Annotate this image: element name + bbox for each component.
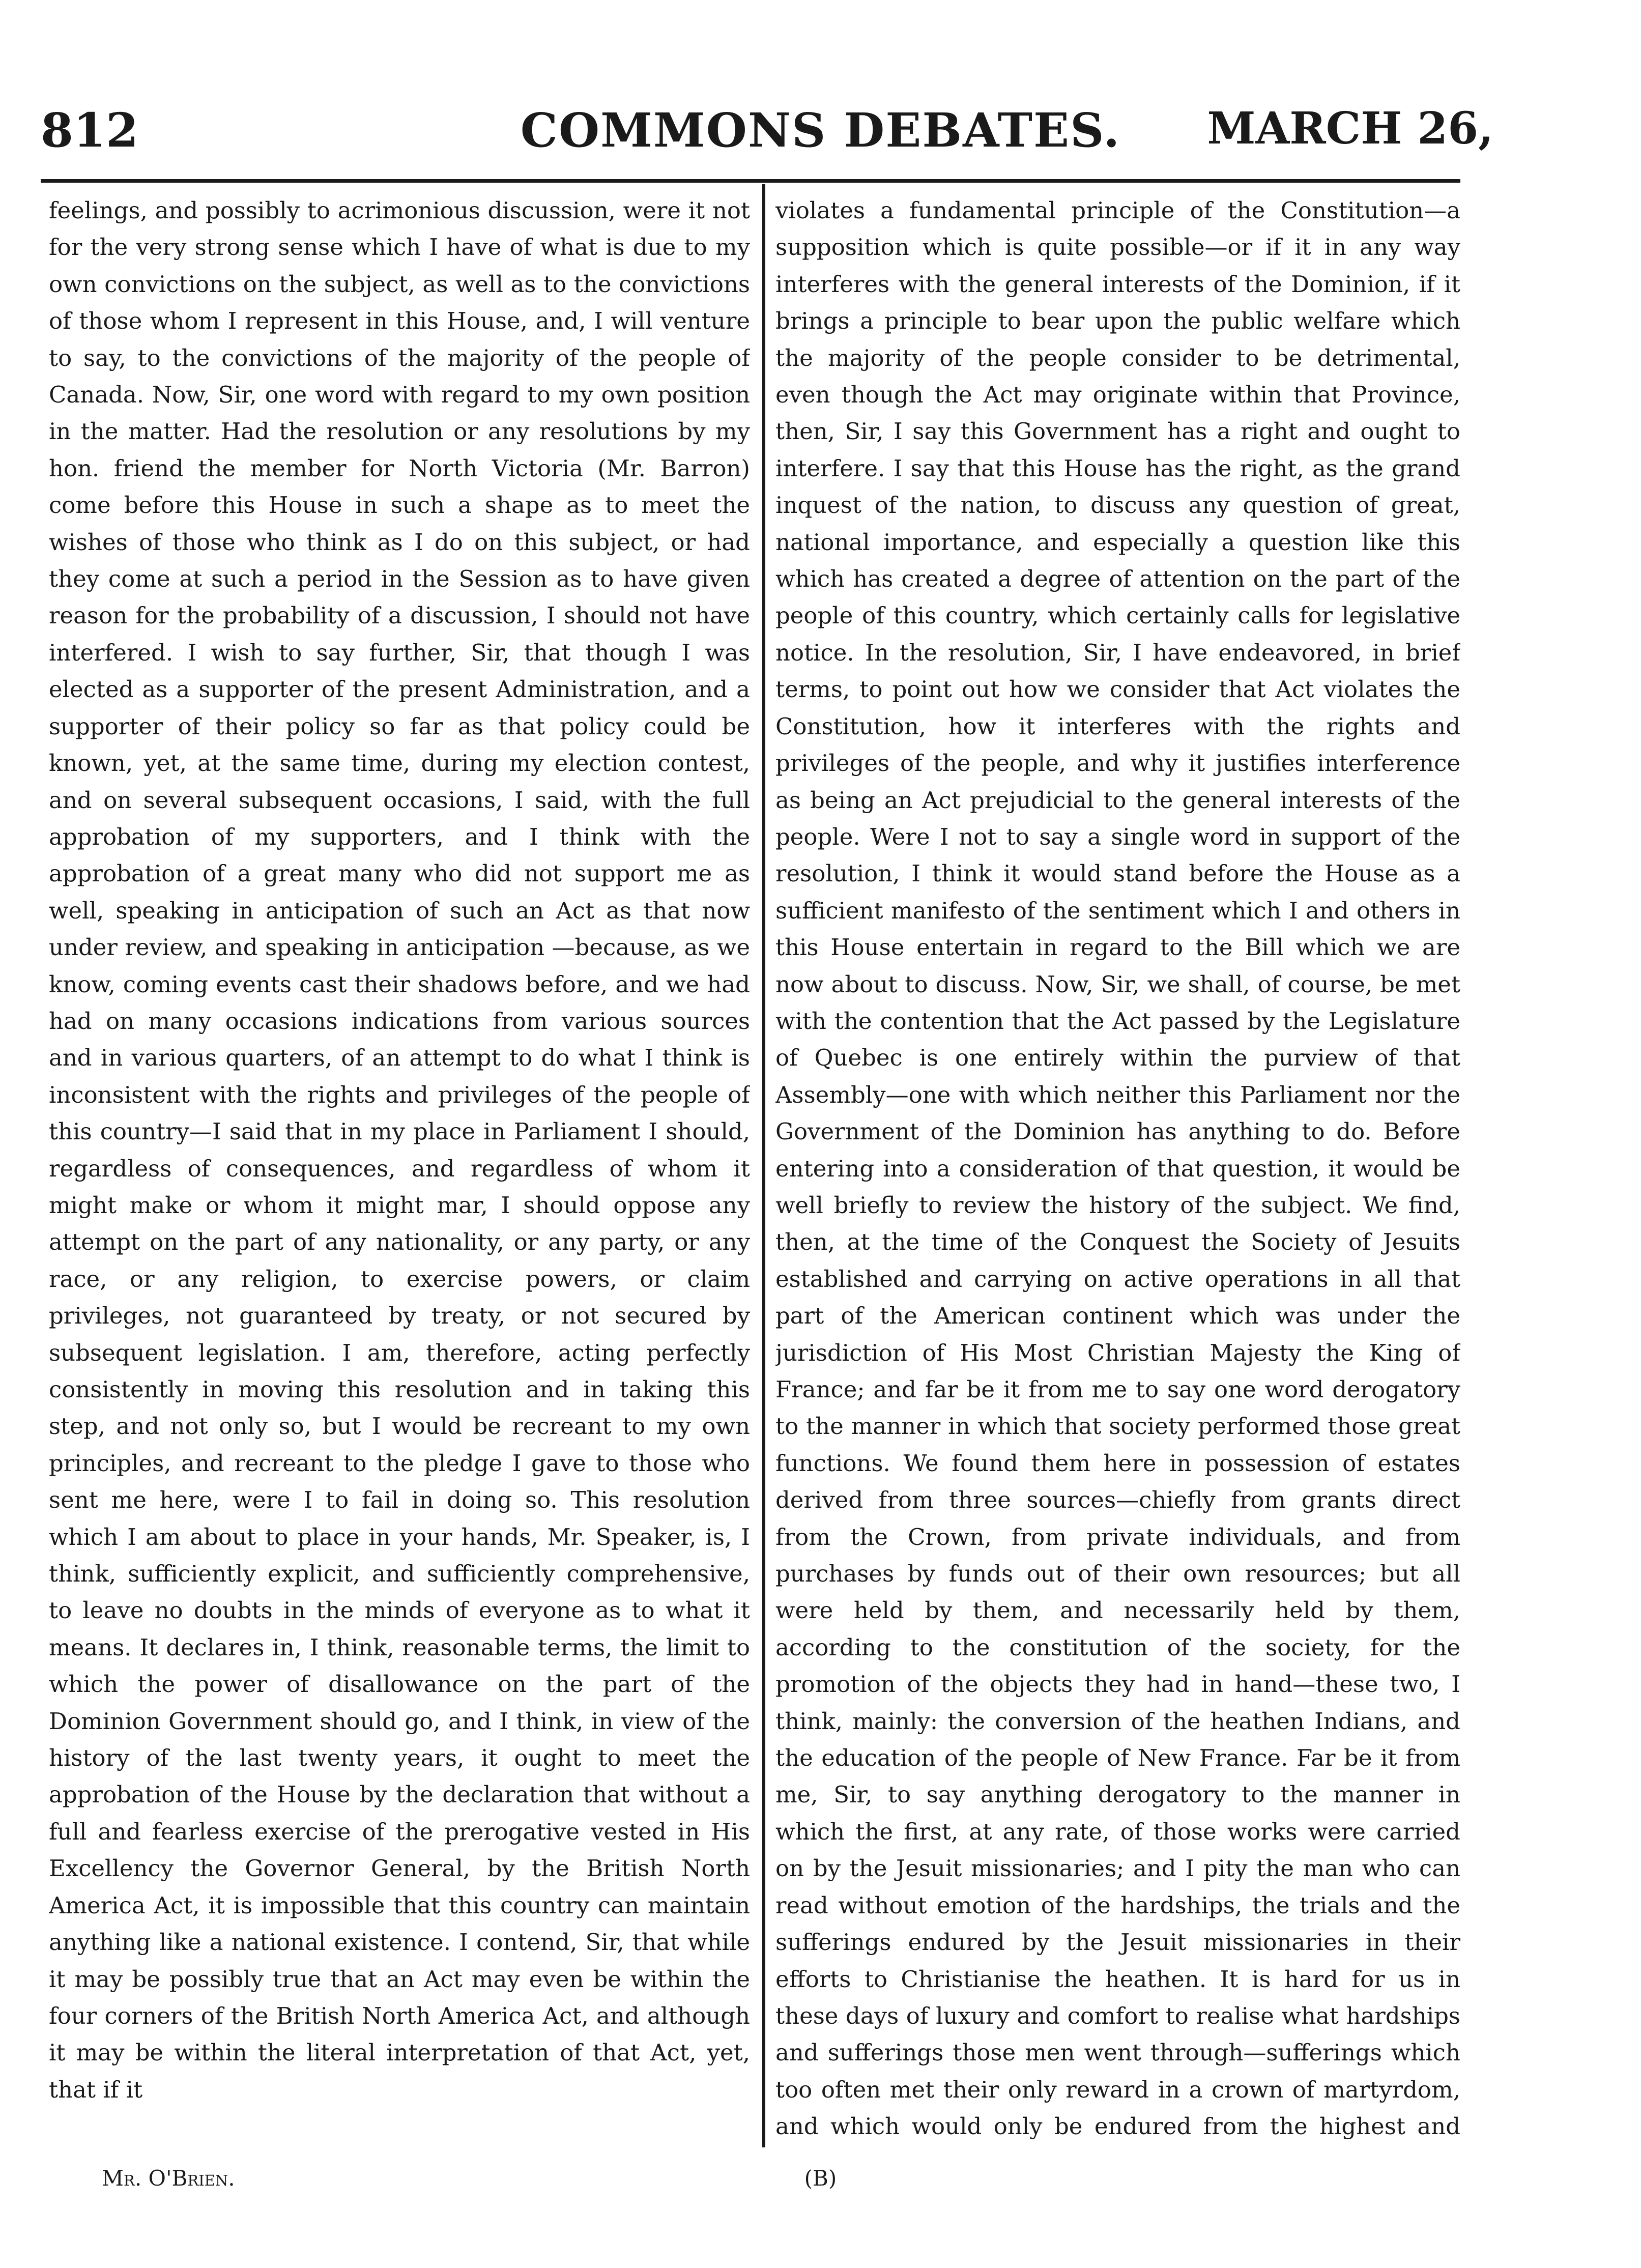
page-date: MARCH 26, <box>1207 103 1493 154</box>
right-column-text: violates a fundamental principle of the Constitution—a supposition which is quite possible—or if it in any way interferes with the general interests of the Dominion, if it brings a principle to bear upon the public welfare which the majority of the people consider to be detrimental, even though the Act may originate within that Province, then, Sir, I say this Government has a right and ought to interfere. I say that this House has the right, as the grand inquest of the nation, to discuss any question of great, national importance, and especially a question like this which has created a degree of attention on the part of the people of this country, which certainly calls for legislative notice. In the resolution, Sir, I have endeavored, in brief terms, to point out how we consider that Act violates the Constitution, how it interferes with the rights and privileges of the people, and why it justifies interference as being an Act prejudicial to the general interests of the people. Were I not to say a single word in support of the resolution, I think it would stand before the House as a sufficient manifesto of the sentiment which I and others in this House entertain in regard to the Bill which we are now about to discuss. Now, Sir, we shall, of course, be met with the contention that the Act passed by the Legislature of Quebec is one entirely within the purview of that Assembly—one with which neither this Parliament nor the Government of the Dominion has anything to do. Before entering into a consideration of that question, it would be well briefly to review the history of the subject. We find, then, at the time of the Conquest the Society of Jesuits established and carrying on active operations in all that part of the American continent which was under the jurisdiction of His Most Christian Majesty the King of France; and far be it from me to say one word derogatory to the manner in which that society performed those great functions. We found them here in possession of estates derived from three sources—chiefly from grants direct from the Crown, from private individuals, and from purchases by funds out of their own resources; but all were held by them, and necessarily held by them, according to the constitution of the society, for the promotion of the objects they had in hand—these two, I think, mainly: the conversion of the heathen Indians, and the education of the people of New France. Far be it from me, Sir, to say anything derogatory to the manner in which the first, at any rate, of those works were carried on by the Jesuit missionaries; and I pity the man who can read without emotion of the hardships, the trials and the sufferings endured by the Jesuit missionaries in their efforts to Christianise the heathen. It is hard for us in these days of luxury and comfort to realise what hardships and sufferings those men went through—sufferings which too often met their only reward in a crown of martyrdom, and which would only be endured from the highest and <box>775 197 1460 2140</box>
speaker-name: Mr. O'Brien. <box>102 2166 235 2191</box>
left-column-text: feelings, and possibly to acrimonious discussion, were it not for the very strong sense which I have of what is due to my own convictions on the subject, as well as to the convictions of those whom I represent in this House, and, I will venture to say, to the convictions of the majority of the people of Canada. Now, Sir, one word with regard to my own position in the matter. Had the resolution or any resolutions by my hon. friend the member for North Victoria (Mr. Barron) come before this House in such a shape as to meet the wishes of those who think as I do on this subject, or had they come at such a period in the Session as to have given reason for the probability of a discussion, I should not have interfered. I wish to say further, Sir, that though I was elected as a supporter of the present Administration, and a supporter of their policy so far as that policy could be known, yet, at the same time, during my election contest, and on several subsequent occasions, I said, with the full approbation of my supporters, and I think with the approbation of a great many who did not support me as well, speaking in anticipation of such an Act as that now under review, and speaking in anticipation —because, as we know, coming events cast their shadows before, and we had had on many occasions indications from various sources and in various quarters, of an attempt to do what I think is inconsistent with the rights and privileges of the people of this country—I said that in my place in Parliament I should, regardless of consequences, and regardless of whom it might make or whom it might mar, I should oppose any attempt on the part of any nationality, or any party, or any race, or any religion, to exercise powers, or claim privileges, not guaranteed by treaty, or not secured by subsequent legislation. I am, therefore, acting perfectly consistently in moving this resolution and in taking this step, and not only so, but I would be recreant to my own principles, and recreant to the pledge I gave to those who sent me here, were I to fail in doing so. This resolution which I am about to place in your hands, Mr. Speaker, is, I think, sufficiently explicit, and sufficiently comprehensive, to leave no doubts in the minds of everyone as to what it means. It declares in, I think, reasonable terms, the limit to which the power of disallowance on the part of the Dominion Government should go, and I think, in view of the history of the last twenty years, it ought to meet the approbation of the House by the declaration that without a full and fearless exercise of the prerogative vested in His Excellency the Governor General, by the British North America Act, it is impossible that this country can maintain anything like a national existence. I contend, Sir, that while it may be possibly true that an Act may even be within the four corners of the British North America Act, and although it may be within the literal interpretation of that Act, yet, that if it <box>49 197 750 2103</box>
header-rule <box>41 179 1460 183</box>
column-divider <box>762 184 765 2147</box>
right-column <box>775 192 1460 2146</box>
left-column <box>49 192 750 2146</box>
page-number: 812 <box>41 103 139 158</box>
page-title: COMMONS DEBATES. <box>520 103 1121 158</box>
signature-mark: (B) <box>804 2166 837 2191</box>
